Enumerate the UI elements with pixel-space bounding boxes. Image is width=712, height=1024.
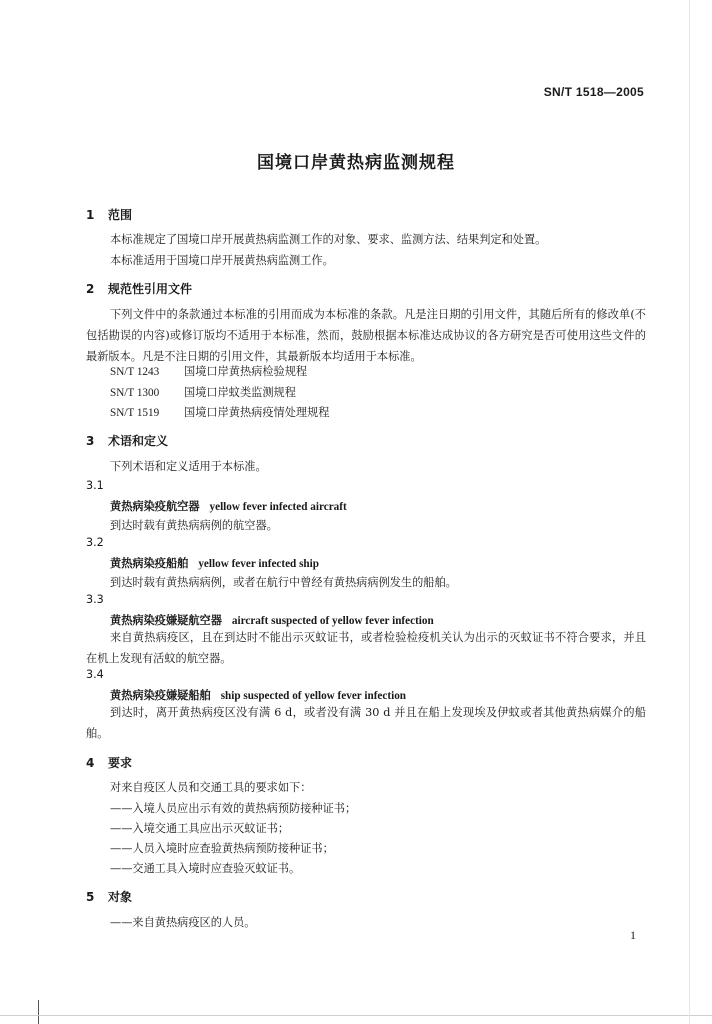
term-heading: [110, 498, 347, 514]
section-number: 5: [86, 890, 95, 904]
list-item: ——人员入境时应查验黄热病预防接种证书；: [110, 842, 334, 855]
scan-edge-line: [689, 0, 690, 1024]
term-zh: 黄热病染疫船舶: [110, 556, 189, 570]
section-3-heading: [86, 432, 168, 449]
paragraph: 对来自疫区人员和交通工具的要求如下：: [110, 781, 312, 794]
term-en: ship suspected of yellow fever infection: [220, 690, 407, 702]
reference-name: 国境口岸黄热病疫情处理规程: [184, 406, 330, 419]
section-number: 3: [86, 434, 95, 448]
term-zh: 黄热病染疫嫌疑船舶: [110, 688, 211, 702]
page-number: 1: [630, 928, 636, 942]
list-item: ——入境交通工具应出示灭蚊证书；: [110, 822, 290, 835]
reference-name: 国境口岸蚊类监测规程: [184, 386, 296, 399]
section-1-heading: [86, 206, 132, 223]
section-title: 范围: [108, 208, 133, 222]
section-title: 对象: [108, 890, 133, 904]
reference-name: 国境口岸黄热病检验规程: [184, 365, 308, 378]
term-heading: [110, 612, 434, 628]
term-en: aircraft suspected of yellow fever infection: [231, 615, 434, 627]
section-number: 4: [86, 756, 95, 770]
term-zh: 黄热病染疫嫌疑航空器: [110, 613, 222, 627]
term-number: 3.2: [86, 536, 104, 549]
standard-code: SN/T 1518—2005: [543, 85, 644, 99]
reference-code: SN/T 1243: [110, 366, 160, 378]
term-en: yellow fever infected ship: [198, 558, 319, 570]
term-number: 3.3: [86, 593, 104, 606]
scan-edge-line: [0, 1015, 712, 1016]
list-item: ——交通工具入境时应查验灭蚊证书。: [110, 862, 301, 875]
list-item: ——入境人员应出示有效的黄热病预防接种证书；: [110, 802, 357, 815]
paragraph: 下列文件中的条款通过本标准的引用而成为本标准的条款。凡是注日期的引用文件，其随后所有的修改单(不包括勘误的内容)或修订版均不适用于本标准，然而，鼓励根据本标准达成协议的各方研究是否可使用这些文件的最新版本。凡是不注日期的引用文件，其最新版本均适用于本标准。: [86, 308, 646, 363]
paragraph: 本标准规定了国境口岸开展黄热病监测工作的对象、要求、监测方法、结果判定和处置。: [110, 233, 547, 246]
section-5-heading: [86, 888, 132, 905]
term-number: 3.4: [86, 668, 104, 681]
term-heading: [110, 687, 406, 703]
term-definition: 来自黄热病疫区，且在到达时不能出示灭蚊证书，或者检验检疫机关认为出示的灭蚊证书不符合要求，并且在机上发现有活蚊的航空器。: [86, 631, 646, 665]
scan-edge-mark: [38, 1000, 39, 1024]
term-heading: [110, 555, 319, 571]
reference-item: [110, 384, 296, 400]
section-title: 术语和定义: [108, 434, 169, 448]
reference-code: SN/T 1300: [110, 387, 160, 399]
paragraph: 本标准适用于国境口岸开展黄热病监测工作。: [110, 254, 334, 267]
section-number: 1: [86, 208, 95, 222]
reference-code: SN/T 1519: [110, 407, 160, 419]
reference-item: [110, 363, 307, 379]
reference-item: [110, 404, 329, 420]
section-title: 规范性引用文件: [108, 282, 193, 296]
list-item: ——来自黄热病疫区的人员。: [110, 916, 256, 929]
section-title: 要求: [108, 756, 133, 770]
term-definition: 到达时载有黄热病病例，或者在航行中曾经有黄热病病例发生的船舶。: [110, 576, 457, 589]
term-zh: 黄热病染疫航空器: [110, 499, 200, 513]
term-definition: 到达时载有黄热病病例的航空器。: [110, 519, 278, 532]
document-title: 国境口岸黄热病监测规程: [257, 153, 455, 173]
term-definition: 到达时，离开黄热病疫区没有满 6 d，或者没有满 30 d 并且在船上发现埃及伊蚊或者其他黄热病媒介的船舶。: [86, 706, 646, 740]
section-4-heading: [86, 754, 132, 771]
term-number: 3.1: [86, 479, 104, 492]
paragraph: 下列术语和定义适用于本标准。: [110, 460, 267, 473]
section-number: 2: [86, 282, 95, 296]
section-2-heading: [86, 280, 192, 297]
term-en: yellow fever infected aircraft: [209, 501, 347, 513]
